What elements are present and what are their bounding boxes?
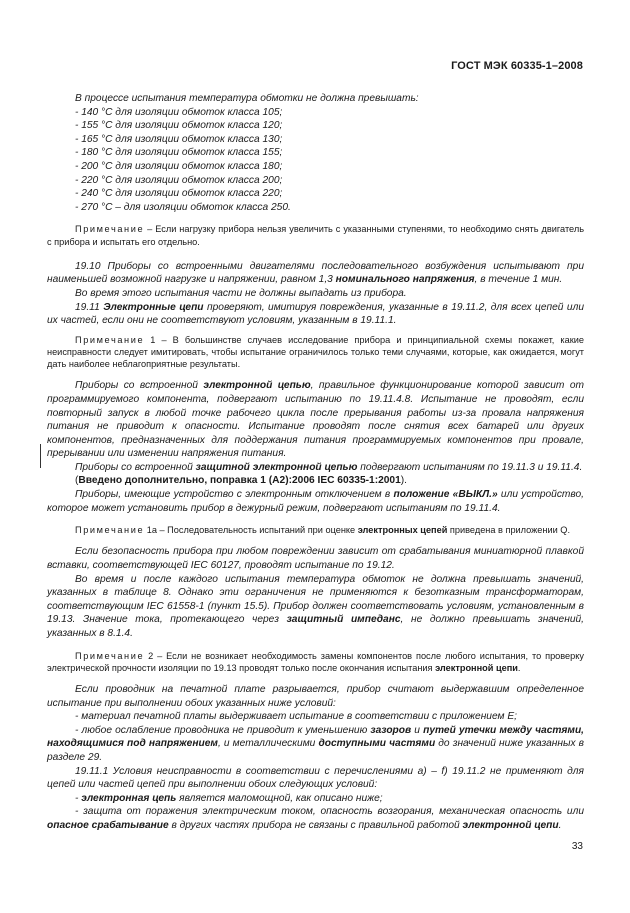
note-text: . [517,662,521,673]
defined-term: защитной электронной цепью [195,461,358,473]
defined-term: электронной цепью [203,380,311,392]
protective-circuit-paragraph [47,461,584,475]
temperature-item: - 155 °С для изоляции обмоток класса 120; [75,120,283,132]
note-text: 2 – Если не возникает необходимость замены компонентов после любого испытания, то проверку электрической прочности изоляции по 19.13 проводят только после окончания испытания [47,650,584,673]
clause-text: Во время и после каждого испытания температура обмоток не должна превышать значений, указанных в таблице 8. Однако эти ограничения не применяются к безотказным трансформаторам, соответствующим IEC 61558-1 (пункт 15.5). Прибор должен соответствовать условиям, установленным в 19.13. Значение тока, протекающего через [47,573,584,626]
defined-term: путей утечки между частями, находящимися под напряжением [47,724,585,750]
amendment-note [47,474,584,488]
amendment-bracket: ). [400,475,407,487]
defined-term: электронной цепи [462,819,559,831]
note-text: приведена в приложении Q. [447,525,571,536]
note-label: Примечание [75,334,145,345]
temperature-limits-paragraph [47,573,584,641]
clause-text: , правильное функционирование которой зависит от программируемого компонента, подвергают испытанию по 19.11.4.8. Испытание не проводят, если повторный запуск в любой точке рабочего цикла после прерывания работы из-за провала напряжения питания не приводит к опасности. Испытание проводят после снятия всех батарей или других компонентов, предназначенных для поддержания питания программируемых компонентов при провале, прерывании или изменении напряжения питания. [47,380,584,460]
note-text: – Если нагрузку прибора нельзя увеличить с указанными ступенями, то необходимо снять двигатель с прибора и испытать его отдельно. [47,224,584,247]
defined-term: Электронные цепи [103,301,204,313]
note-label: Примечание [75,525,145,536]
defined-term: электронной цепи [435,662,518,673]
note-label: Примечание [75,650,145,661]
programmable-component-paragraph [47,379,584,461]
note-text: 1а – Последовательность испытаний при оценке [144,525,358,536]
note-motor [47,223,584,247]
off-position-paragraph [47,488,584,515]
low-power-condition-1 [47,792,584,806]
defined-term: электронная цепь [81,792,177,804]
pcb-condition-1: - материал печатной платы выдерживает испытание в соответствии с приложением Е; [75,711,517,723]
defined-term: защитный импеданс [286,614,401,626]
clause-text: , в течение 1 мин. [474,274,563,286]
page-number: 33 [571,841,583,852]
note-test-sequence [47,524,584,536]
pcb-paragraph: Если проводник на печатной плате разрывается, прибор считают выдержавшим определенное испытание при выполнении обоих указанных ниже условий: [47,684,584,709]
page-content [47,92,584,833]
clause-text: - защита от поражения электрическим током, опасность возгорания, механическая опасность или [75,806,584,818]
note-label: Примечание [75,224,145,235]
note-fault-analysis [47,334,584,371]
fuse-paragraph: Если безопасность прибора при любом повреждении зависит от срабатывания миниатюрной плавкой вставки, соответствующей IEC 60127, проводят испытание по 19.12. [47,546,584,572]
low-power-condition-2 [47,805,584,832]
defined-term: положение «ВЫКЛ.» [393,489,498,501]
clause-text: 19.10 Приборы со встроенными двигателями последовательного возбуждения испытывают при наименьшей возможной нагрузке и напряжении, равном 1,3 [47,260,584,286]
clause-text: в других частях прибора не связаны с правильной работой [168,819,463,831]
temperature-item: - 240 °С для изоляции обмоток класса 220; [75,188,283,200]
temperature-intro: В процессе испытания температура обмотки не должна превышать: [75,93,419,104]
clause-text: до значений ниже указанных в разделе 29. [47,738,584,763]
note-text: 1 – В большинстве случаев исследование прибора и принципиальной схемы покажет, какие неисправности следует имитировать, чтобы испытание ограничилось только теми случаями, которые, как ожидается, могут дать наиболее неблагоприятные результаты. [47,334,584,370]
clause-text: и [411,724,424,736]
defined-term: зазоров [370,724,412,736]
temperature-item: - 200 °С для изоляции обмоток класса 180; [75,160,283,172]
temperature-list [75,106,584,215]
defined-term: номинального напряжения [335,274,475,286]
clause-text: , не должно превышать значений, указанных в 8.1.4. [47,614,584,640]
clause-text: - любое ослабление проводника не приводит к уменьшению [75,724,371,736]
note-dielectric-strength [47,650,584,674]
clause-19-10-parts: Во время этого испытания части не должны выпадать из прибора. [75,287,407,299]
amendment-text: Введено дополнительно, поправка 1 (А2):2006 IEC 60335-1:2001 [78,475,401,487]
defined-term: опасное срабатывание [47,819,169,831]
temperature-item: - 220 °С для изоляции обмоток класса 200; [75,174,283,186]
defined-term: доступными частями [318,738,436,750]
clause-text: является маломощной, как описано ниже; [176,792,383,804]
clause-19-11-1: 19.11.1 Условия неисправности в соответствии с перечислениями а) – f) 19.11.2 не применяют для цепей или частей цепей при выполнении обоих следующих условий: [47,765,584,791]
clause-text: проверяют, имитируя повреждения, указанные в 19.11.2, для всех цепей или их частей, если они не соответствуют условиям, указанным в 19.11.1. [47,301,584,327]
clause-text: Приборы со встроенной [75,380,204,392]
change-bar [40,444,41,468]
clause-text: Приборы со встроенной [75,461,196,473]
standard-header: ГОСТ МЭК 60335-1–2008 [451,60,583,72]
temperature-item: - 140 °С для изоляции обмоток класса 105; [75,106,283,118]
clause-text: или устройство, которое может установить прибор в дежурный режим, подвергают испытаниям по 19.11.4. [47,489,585,514]
temperature-item: - 270 °С – для изоляции обмоток класса 250. [75,201,291,213]
pcb-condition-2 [47,724,584,765]
temperature-item: - 165 °С для изоляции обмоток класса 130; [75,133,283,145]
defined-term: электронных цепей [357,525,448,536]
clause-text: . [558,819,562,831]
clause-19-10 [47,260,584,287]
clause-text: Приборы, имеющие устройство с электронным отключением в [75,489,394,501]
clause-19-11 [47,301,584,328]
amendment-bracket: ( [75,475,79,487]
temperature-item: - 180 °С для изоляции обмоток класса 155; [75,147,283,159]
clause-text: подвергают испытаниям по 19.11.3 и 19.11.4. [357,461,583,473]
clause-text: - [75,792,82,804]
clause-text: , и металлическими [217,738,319,750]
clause-number: 19.11 [75,301,104,313]
